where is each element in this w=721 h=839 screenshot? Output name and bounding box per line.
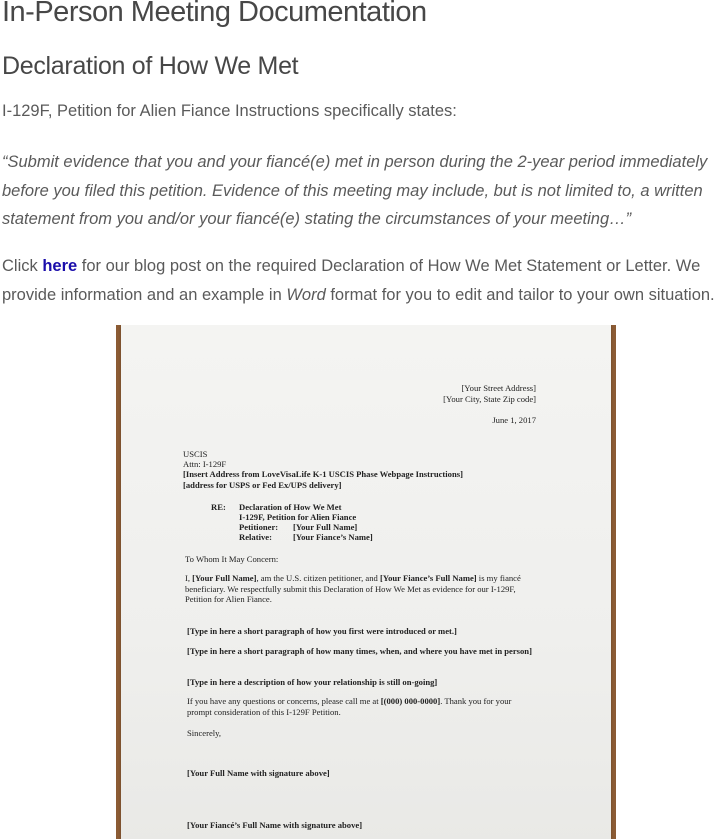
letter-closing: Sincerely, [187, 728, 222, 738]
section-title: Declaration of How We Met [2, 52, 299, 80]
blog-post-link[interactable]: here [42, 257, 78, 275]
blog-middle: for our blog post on the required Declaration of How We Met Statement or Letter. We provide information and an example in [2, 257, 701, 304]
word-format: Word [286, 286, 326, 304]
letter-body-intro [185, 573, 535, 605]
letter-signature-2: [Your Fiancé’s Full Name with signature above] [187, 820, 363, 830]
letter-body1-c: , am the U.S. citizen petitioner, and [256, 573, 380, 583]
letter-petitioner-label: Petitioner: [239, 522, 279, 532]
intro-text: I-129F, Petition for Alien Fiance Instructions specifically states: [2, 102, 457, 120]
letter-relative-value: [Your Fiance’s Name] [293, 532, 373, 542]
letter-relative-label: Relative: [239, 532, 272, 542]
letter-address-note: [address for USPS or Fed Ex/UPS delivery] [183, 480, 342, 490]
letter-re-line2: I-129F, Petition for Alien Fiance [239, 512, 357, 522]
letter-para-times: [Type in here a short paragraph of how many times, when, and where you have met in person] [187, 646, 532, 656]
letter-photo [116, 325, 616, 839]
letter-contact-b: [(000) 000-0000] [380, 696, 441, 706]
letter-insert-address: [Insert Address from LoveVisaLife K-1 USCIS Phase Webpage Instructions] [183, 469, 463, 479]
instructions-quote: “Submit evidence that you and your fiancé(e) met in person during the 2-year period immediately before you filed this petition. Evidence of this meeting may include, but is not limited to, a written statement from you and/or your fiancé(e) stating the circumstances of your meeting…” [2, 153, 708, 228]
letter-body1-a: I, [185, 573, 193, 583]
letter-sheet [121, 325, 611, 839]
letter-body1-b: [Your Full Name] [192, 573, 257, 583]
letter-signature-1: [Your Full Name with signature above] [187, 768, 330, 778]
letter-re-label: RE: [211, 502, 226, 512]
letter-contact-c: . Thank you for your prompt consideration of this I-129F Petition. [187, 696, 512, 717]
letter-re-line1: Declaration of How We Met [239, 502, 342, 512]
letter-salutation: To Whom It May Concern: [185, 554, 279, 564]
letter-para-ongoing: [Type in here a description of how your relationship is still on-going] [187, 677, 438, 687]
letter-petitioner-value: [Your Full Name] [293, 522, 358, 532]
letter-contact [187, 696, 537, 717]
blog-prefix: Click [2, 257, 43, 275]
blog-suffix: format for you to edit and tailor to your own situation. [325, 286, 715, 304]
letter-para-met: [Type in here a short paragraph of how you first were introduced or met.] [187, 626, 457, 636]
letter-date: June 1, 2017 [492, 415, 536, 425]
blog-paragraph [2, 252, 721, 310]
page-title: In-Person Meeting Documentation [2, 0, 427, 28]
letter-contact-a: If you have any questions or concerns, please call me at [187, 696, 381, 706]
letter-body1-d: [Your Fiance’s Full Name] [379, 573, 477, 583]
letter-street: [Your Street Address] [461, 383, 536, 393]
letter-uscis: USCIS [183, 449, 208, 459]
letter-attn: Attn: I-129F [183, 459, 227, 469]
letter-city: [Your City, State Zip code] [443, 394, 536, 404]
letter-body1-e: is my fiancé beneficiary. We respectfully submit this Declaration of How We Met as evidence for our I-129F, Petition for Alien Fiance. [185, 573, 521, 604]
